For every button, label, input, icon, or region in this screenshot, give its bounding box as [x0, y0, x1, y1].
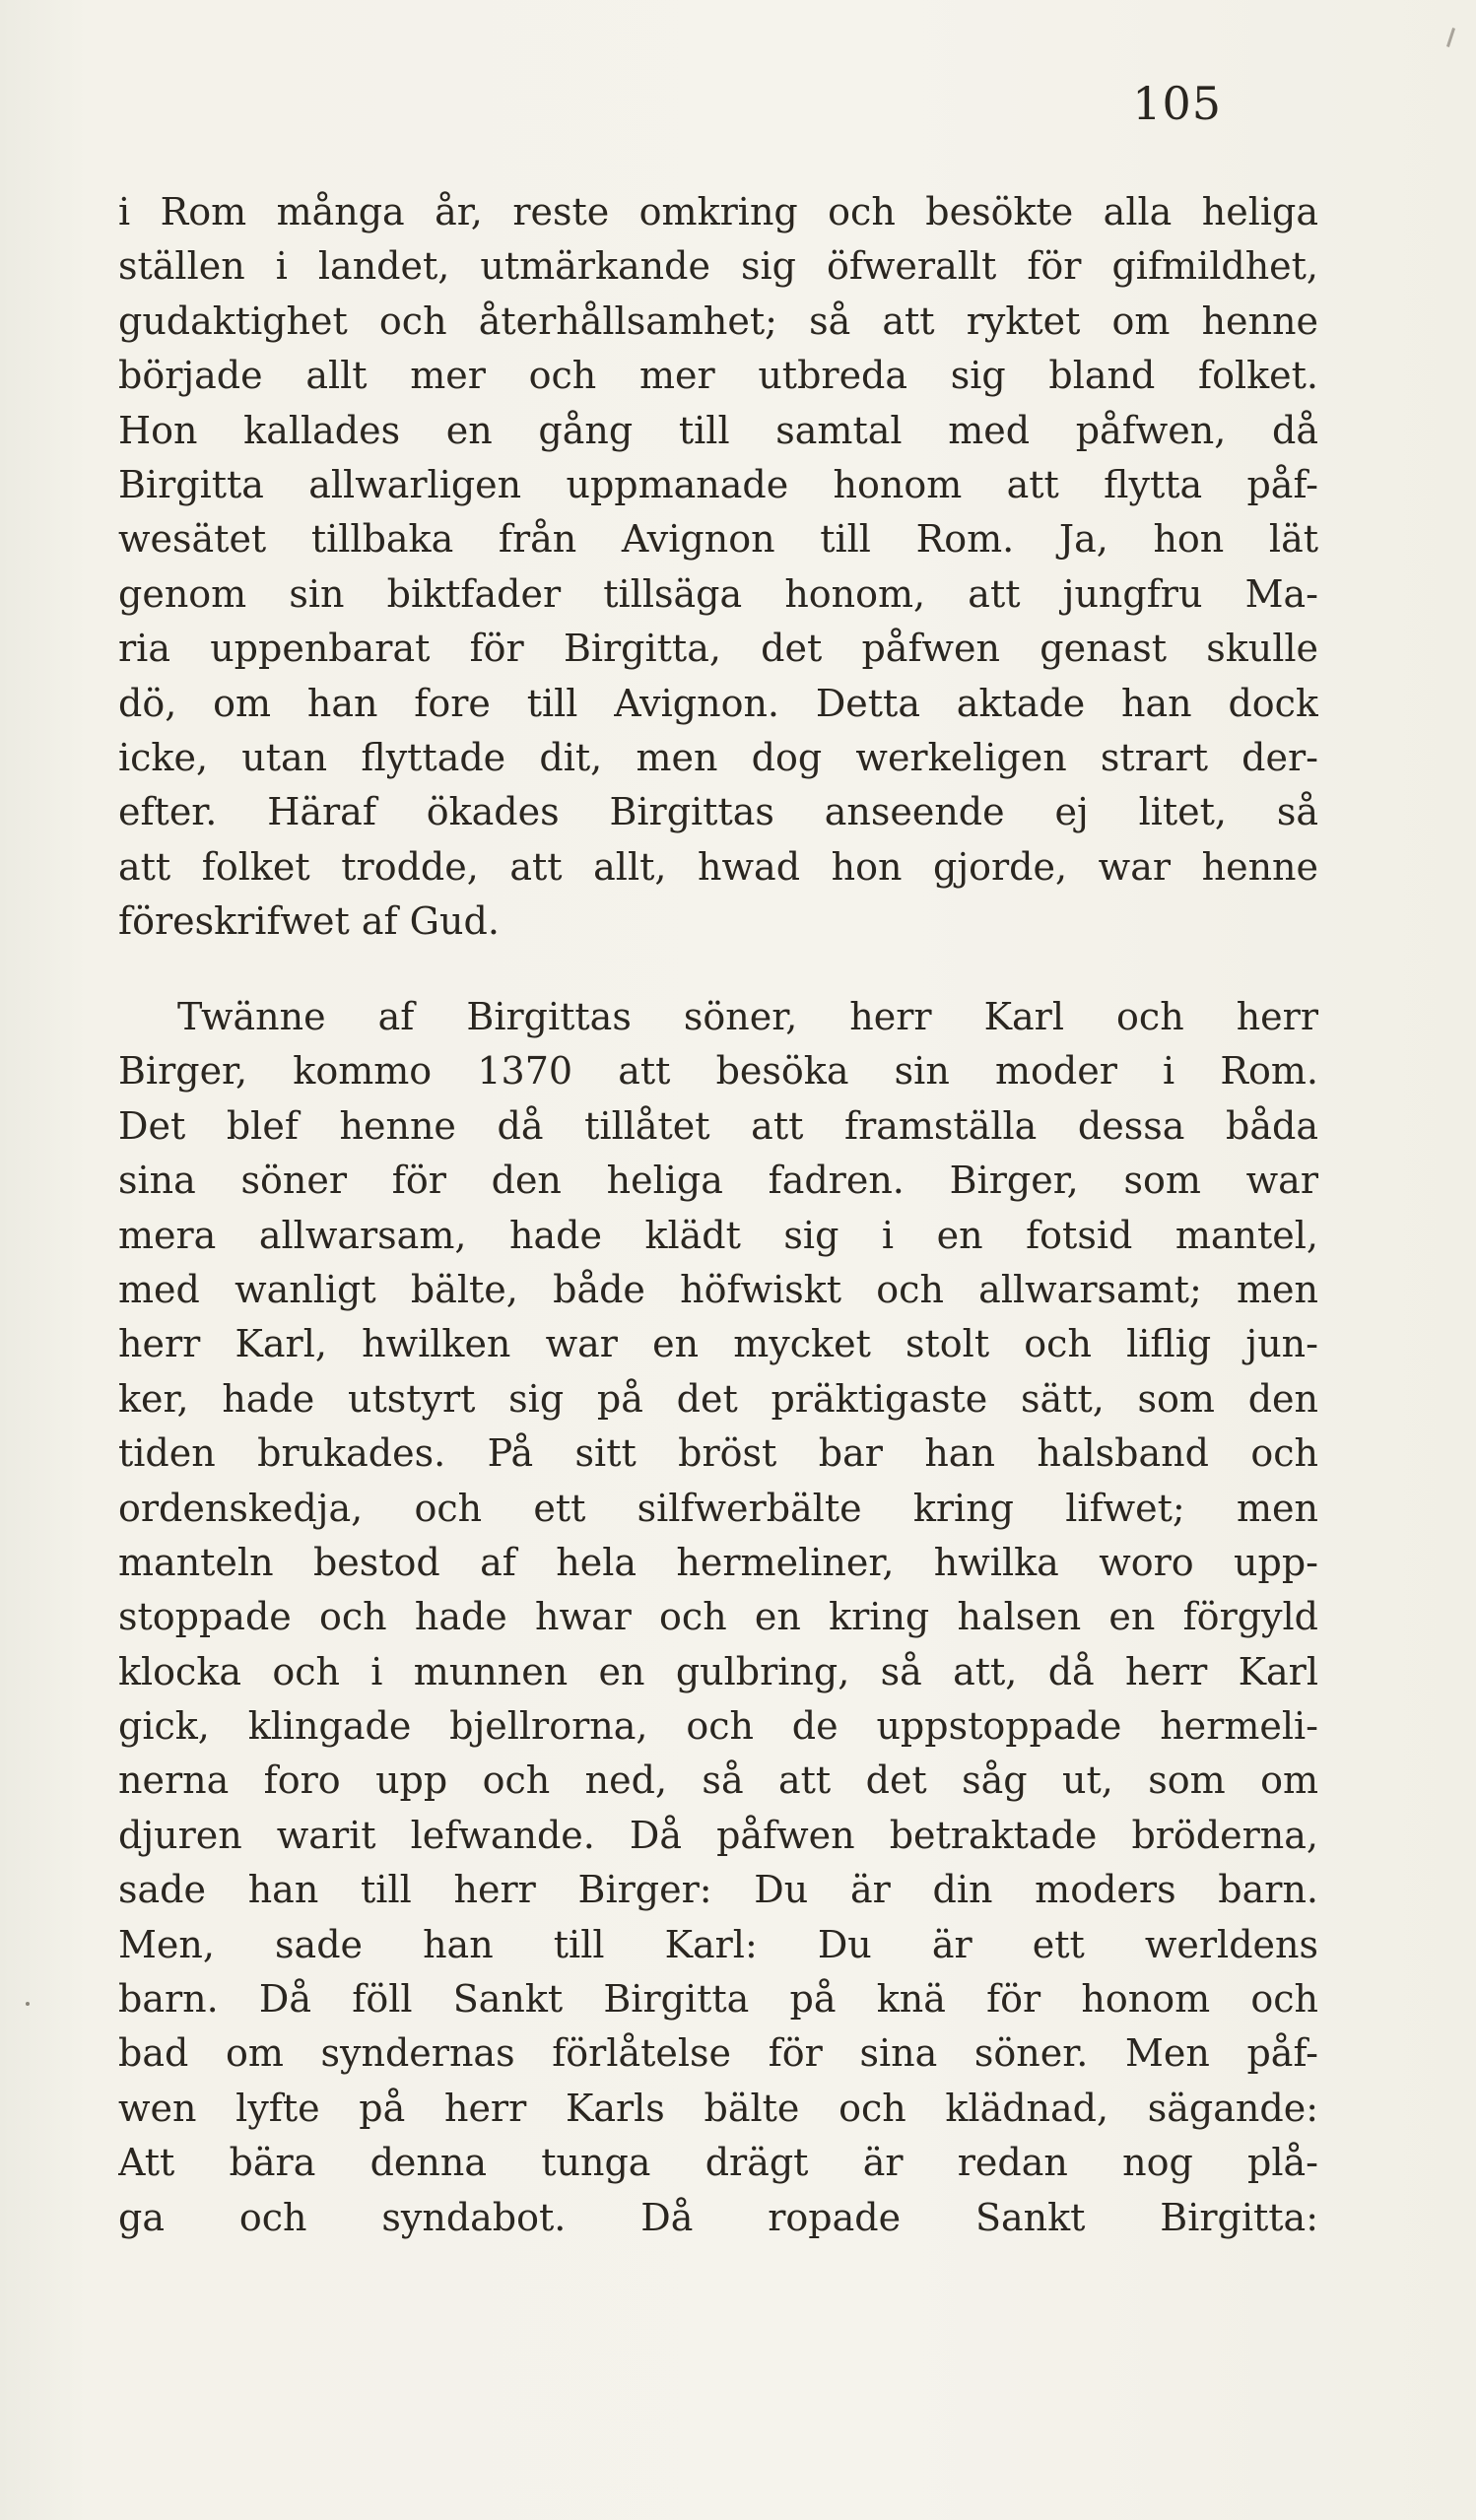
- text-line: ria uppenbarat för Birgitta, det påfwen genast skulle: [118, 627, 1318, 671]
- text-line: klocka och i munnen en gulbring, så att, då herr Karl: [118, 1649, 1318, 1693]
- text-line: sade han till herr Birger: Du är din moders barn.: [118, 1868, 1318, 1912]
- text-line: ordenskedja, och ett silfwerbälte kring lifwet; men: [118, 1486, 1318, 1530]
- text-line: Hon kallades en gång till samtal med påfwen, då: [118, 408, 1318, 452]
- text-line: med wanligt bälte, både höfwiskt och allwarsamt; men: [118, 1267, 1318, 1311]
- text-line: Men, sade han till Karl: Du är ett werldens: [118, 1922, 1318, 1966]
- text-line: bad om syndernas förlåtelse för sina söner. Men påf-: [118, 2031, 1318, 2076]
- text-line: gudaktighet och återhållsamhet; så att ryktet om henne: [118, 298, 1318, 343]
- text-line: Att bära denna tunga drägt är redan nog plå-: [118, 2141, 1318, 2185]
- text-line: tiden brukades. På sitt bröst bar han halsband och: [118, 1431, 1318, 1476]
- text-line: wen lyfte på herr Karls bälte och klädnad, sägande:: [118, 2086, 1318, 2130]
- text-line: ga och syndabot. Då ropade Sankt Birgitta:: [118, 2195, 1318, 2239]
- text-line: genom sin biktfader tillsäga honom, att jungfru Ma-: [118, 571, 1318, 616]
- text-line: Birger, kommo 1370 att besöka sin moder i Rom.: [118, 1049, 1318, 1094]
- text-line: manteln bestod af hela hermeliner, hwilka woro upp-: [118, 1540, 1318, 1584]
- text-line: herr Karl, hwilken war en mycket stolt och liflig jun-: [118, 1322, 1318, 1366]
- text-line: Det blef henne då tillåtet att framställa dessa båda: [118, 1103, 1318, 1148]
- text-line: stoppade och hade hwar och en kring halsen en förgyld: [118, 1595, 1318, 1639]
- margin-speck: [26, 2002, 30, 2006]
- paragraph-1: [118, 185, 1318, 949]
- text-line: efter. Häraf ökades Birgittas anseende ej litet, så: [118, 790, 1318, 834]
- text-line: wesätet tillbaka från Avignon till Rom. Ja, hon lät: [118, 517, 1318, 562]
- text-line: sina söner för den heliga fadren. Birger, som war: [118, 1159, 1318, 1203]
- paragraph-2: [118, 990, 1318, 2245]
- text-line: gick, klingade bjellrorna, och de uppstoppade hermeli-: [118, 1704, 1318, 1749]
- text-line: i Rom många år, reste omkring och besökte alla heliga: [118, 190, 1318, 233]
- text-line: mera allwarsam, hade klädt sig i en fotsid mantel,: [118, 1213, 1318, 1257]
- text-line: ställen i landet, utmärkande sig öfwerallt för gifmildhet,: [118, 244, 1318, 289]
- text-line: ker, hade utstyrt sig på det präktigaste sätt, som den: [118, 1376, 1318, 1421]
- page-corner-mark: [1446, 28, 1455, 47]
- text-line: Twänne af Birgittas söner, herr Karl och herr: [177, 995, 1318, 1038]
- text-line: nerna foro upp och ned, så att det såg ut, som om: [118, 1758, 1318, 1803]
- text-line: barn. Då föll Sankt Birgitta på knä för honom och: [118, 1977, 1318, 2022]
- text-line: föreskrifwet af Gud.: [118, 899, 500, 944]
- text-line: började allt mer och mer utbreda sig bland folket.: [118, 354, 1318, 398]
- text-line: djuren warit lefwande. Då påfwen betraktade bröderna,: [118, 1813, 1318, 1857]
- text-line: att folket trodde, att allt, hwad hon gjorde, war henne: [118, 844, 1318, 889]
- text-line: icke, utan flyttade dit, men dog werkeligen strart der-: [118, 735, 1318, 779]
- page-number: 105: [1132, 77, 1222, 130]
- text-line: Birgitta allwarligen uppmanade honom att flytta påf-: [118, 462, 1318, 506]
- text-line: dö, om han fore till Avignon. Detta aktade han dock: [118, 681, 1318, 725]
